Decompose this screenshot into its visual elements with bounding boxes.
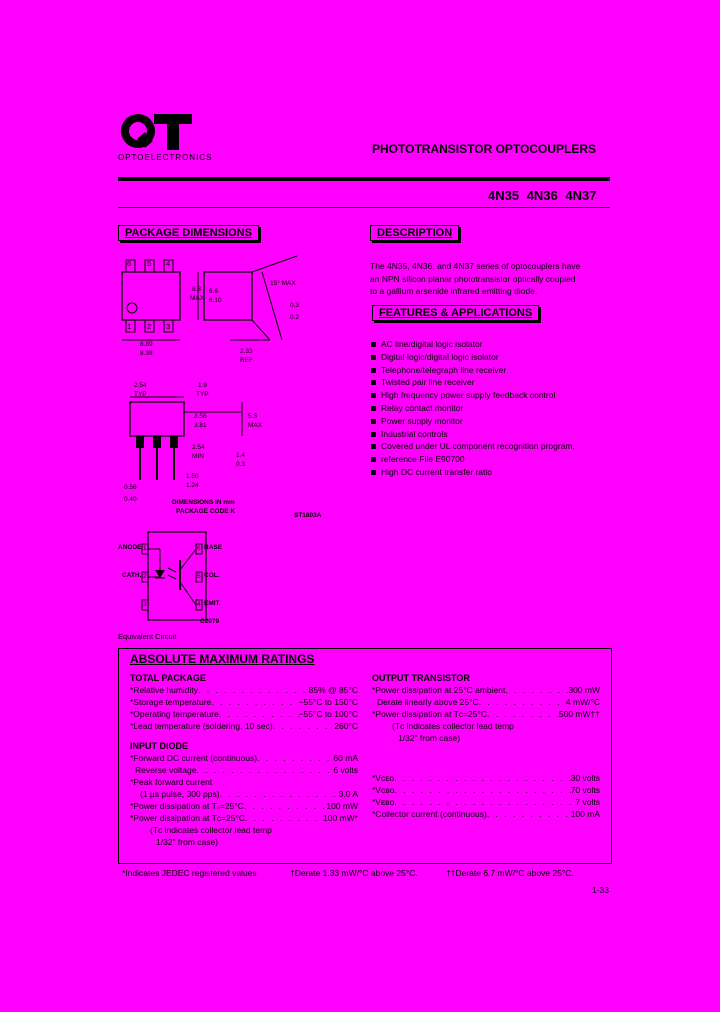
total-package-title: TOTAL PACKAGE	[130, 673, 206, 683]
rating-label: *Storage temperature	[130, 697, 212, 707]
description-heading: DESCRIPTION	[370, 225, 459, 241]
rating-row	[130, 720, 358, 732]
features-heading: FEATURES & APPLICATIONS	[372, 305, 539, 321]
dim-label: 2.54	[192, 444, 205, 451]
rating-value: 6 volts	[333, 765, 358, 775]
dim-note: DIMENSIONS IN mm	[172, 499, 235, 506]
page-number: 1-33	[592, 885, 610, 895]
rating-row	[130, 800, 358, 812]
rating-value: 100 mW*	[323, 813, 358, 823]
rating-label: Derate linearly above 25°C	[377, 697, 479, 707]
rating-label: *Peak forward current	[130, 777, 213, 787]
dim-label: 0.2	[290, 314, 300, 321]
ratings-left-column	[130, 672, 358, 848]
equivalent-circuit	[118, 530, 228, 640]
output-transistor-title: OUTPUT TRANSISTOR	[372, 673, 470, 683]
rating-value: 70 volts	[570, 785, 600, 795]
dim-label: 1.9	[198, 382, 208, 389]
circuit-label: 6	[197, 545, 201, 552]
dim-label: 2	[147, 322, 152, 331]
rating-note: 1/32" from case)	[398, 733, 461, 743]
dim-label: 0.56	[124, 484, 137, 491]
rating-row	[130, 752, 358, 764]
circuit-label: BASE	[204, 544, 223, 551]
dim-label: 3	[166, 322, 171, 331]
rating-note: 1/32" from case)	[156, 837, 219, 847]
package-dimensions-heading: PACKAGE DIMENSIONS	[118, 225, 259, 241]
rating-value: 30 volts	[570, 773, 600, 783]
dim-label: 8.3	[192, 286, 202, 293]
rating-row	[130, 776, 358, 788]
rating-row	[130, 788, 358, 800]
rating-value: −55°C to 150°C	[298, 697, 358, 707]
rating-label: *Vᴇʙᴏ	[372, 797, 395, 807]
rating-row	[130, 696, 358, 708]
description-line: an NPN silicon planar phototransistor optically coupled	[370, 273, 576, 284]
circuit-label: CATH.	[122, 572, 142, 579]
circuit-label: 4	[197, 601, 201, 608]
dim-label: 4	[166, 259, 171, 268]
dim-label: 6.10	[209, 297, 222, 304]
list-item: Twisted pair line receiver	[370, 376, 615, 389]
circuit-label: COL.	[204, 572, 220, 579]
dim-label: 1.4	[236, 452, 246, 459]
company-logo	[118, 112, 213, 162]
dim-label: 2.33	[240, 348, 253, 355]
circuit-label: 2	[143, 573, 147, 580]
rating-label: *Power dissipation at 25°C ambient	[372, 685, 506, 695]
dim-label: MAX	[190, 295, 205, 302]
rating-value: 100 mA	[570, 809, 600, 819]
description-line: to a gallium arsenide infrared emitting diode.	[370, 286, 538, 297]
circuit-label: ANODE	[118, 544, 142, 551]
list-item: High DC current transfer ratio	[370, 466, 615, 479]
rating-label: (1 µs pulse, 300 pps)	[140, 789, 220, 799]
dim-label: MAX	[248, 422, 263, 429]
dim-label: 1.24	[186, 482, 199, 489]
footnote-jedec: *Indicates JEDEC registered values	[122, 868, 257, 878]
rating-label: *Power dissipation at Tₐ=25°C	[130, 801, 244, 811]
rating-row	[372, 696, 600, 708]
dim-label: 5.3	[248, 413, 258, 420]
footnote-derate-1: †Derate 1.33 mW/°C above 25°C.	[290, 868, 418, 878]
drawing-code: ST1803A	[294, 512, 322, 519]
dim-label: MIN	[192, 453, 204, 460]
circuit-label: EMIT.	[204, 600, 221, 607]
rating-value: 60 mA	[333, 753, 358, 763]
header-rule-2	[118, 207, 610, 208]
ratings-right-column	[372, 672, 600, 820]
list-item-continuation: reference File E90700	[370, 453, 615, 466]
rating-value: 300 mW	[568, 685, 600, 695]
list-item: Telephone/telegraph line receiver	[370, 364, 615, 377]
header-rule	[118, 177, 610, 181]
rating-label: *Power dissipation at Tᴄ=25°C	[130, 813, 245, 823]
rating-note: (Tᴄ indicates collector lead temp	[150, 825, 272, 835]
rating-row	[372, 684, 600, 696]
rating-label: *Relative humidity	[130, 685, 199, 695]
dim-label: 6	[127, 259, 132, 268]
dim-label: 0.3	[236, 461, 246, 468]
dim-label: 5	[147, 259, 152, 268]
rating-row	[372, 808, 600, 820]
dim-label: 1.50	[186, 473, 199, 480]
page-title: PHOTOTRANSISTOR OPTOCOUPLERS	[372, 142, 597, 156]
ratings-heading: ABSOLUTE MAXIMUM RATINGS	[130, 652, 315, 666]
rating-label: *Lead temperature (soldering, 10 sec)	[130, 721, 273, 731]
rating-label: *Vᴄʙᴏ	[372, 785, 395, 795]
list-item: Covered under UL component recognition program,	[370, 440, 615, 453]
dim-label: 0.3	[290, 302, 300, 309]
circuit-code: C2079	[200, 618, 220, 625]
dim-label: REF	[240, 357, 253, 364]
rating-row	[130, 708, 358, 720]
rating-value: 260°C	[334, 721, 358, 731]
rating-label: Reverse voltage	[135, 765, 197, 775]
circuit-caption: Equivalent Circuit	[118, 632, 177, 641]
rating-label: *Operating temperature	[130, 709, 219, 719]
rating-value: 4 mW/°C	[565, 697, 600, 707]
list-item: Power supply monitor	[370, 415, 615, 428]
list-item: AC line/digital logic isolator	[370, 338, 615, 351]
description-text	[370, 260, 615, 298]
circuit-label: 1	[143, 545, 147, 552]
rating-row	[130, 684, 358, 696]
dim-note: PACKAGE CODE K	[176, 508, 236, 515]
rating-label: *Power dissipation at Tᴄ=25°C	[372, 709, 487, 719]
dim-label: TYP	[196, 391, 209, 398]
dim-label: 3.81	[194, 422, 207, 429]
part-numbers: 4N35 4N36 4N37	[488, 188, 597, 203]
dim-label: 8.38	[140, 350, 153, 357]
rating-label: *Forward DC current (continuous)	[130, 753, 258, 763]
dim-label: 1	[127, 322, 132, 331]
qt-logo-icon	[118, 112, 196, 152]
footnote-derate-2: ††Derate 6.7 mW/°C above 25°C.	[446, 868, 574, 878]
dim-label: 6.6	[209, 288, 219, 295]
rating-row	[372, 784, 600, 796]
rating-value: 85% @ 85°C	[308, 685, 358, 695]
list-item: Relay contact monitor	[370, 402, 615, 415]
rating-label: *Vᴄᴇᴏ	[372, 773, 395, 783]
rating-note: (Tᴄ indicates collector lead temp	[392, 721, 514, 731]
rating-value: −55°C to 100°C	[298, 709, 358, 719]
rating-row	[130, 764, 358, 776]
description-line: The 4N35, 4N36, and 4N37 series of optocouplers have	[370, 261, 581, 271]
rating-label: *Collector current (continuous)	[372, 809, 487, 819]
list-item: High frequency power supply feedback control	[370, 389, 615, 402]
dim-label: 3.56	[194, 413, 207, 420]
rating-row	[130, 812, 358, 824]
package-drawing	[112, 252, 342, 522]
rating-value: 500 mW††	[558, 709, 600, 719]
dim-label: TYP	[134, 391, 147, 398]
circuit-label: 5	[197, 573, 201, 580]
list-item: Industrial controls	[370, 428, 615, 441]
input-diode-title: INPUT DIODE	[130, 741, 189, 751]
rating-row	[372, 772, 600, 784]
dim-label: 8.89	[140, 341, 153, 348]
logo-subtitle: OPTOELECTRONICS	[118, 153, 213, 162]
list-item: Digital logic/digital logic isolator	[370, 351, 615, 364]
rating-value: 100 mW	[326, 801, 358, 811]
rating-value: 7 volts	[575, 797, 600, 807]
rating-row	[372, 708, 600, 720]
rating-row	[372, 796, 600, 808]
dim-label: 2.54	[134, 382, 147, 389]
circuit-label: 3	[143, 601, 147, 608]
dim-label: 0.40	[124, 496, 137, 503]
dim-label: 15° MAX	[270, 280, 296, 287]
rating-value: 3.0 A	[338, 789, 358, 799]
features-list	[370, 338, 615, 479]
